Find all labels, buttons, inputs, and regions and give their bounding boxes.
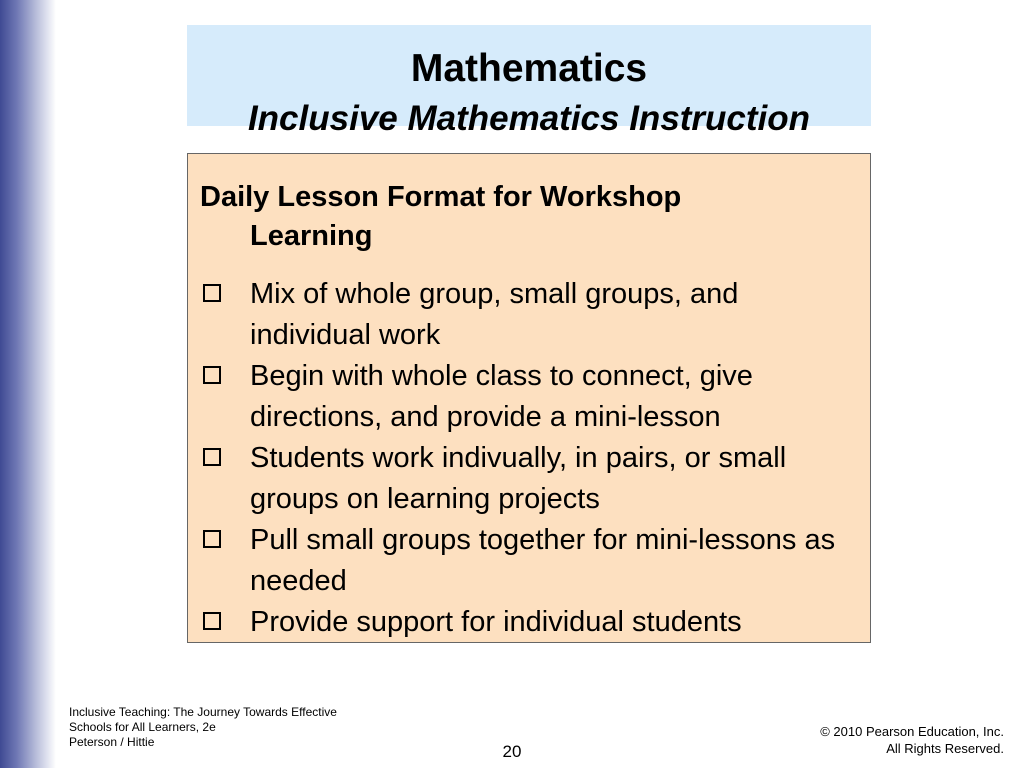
rights-text: All Rights Reserved. <box>886 741 1004 756</box>
slide-subtitle: Inclusive Mathematics Instruction <box>247 99 811 138</box>
slide-title: Mathematics <box>410 47 648 90</box>
checkbox-bullet-icon <box>203 366 221 384</box>
checkbox-bullet-icon <box>203 284 221 302</box>
bullet-text: Provide support for individual students <box>250 606 742 638</box>
page-number: 20 <box>502 742 522 761</box>
content-box <box>187 153 871 643</box>
bullet-text: Mix of whole group, small groups, and individual work <box>250 278 739 351</box>
footer-book-line-1: Inclusive Teaching: The Journey Towards Effective <box>69 705 337 719</box>
checkbox-bullet-icon <box>203 530 221 548</box>
bullet-text: Students work indivually, in pairs, or small groups on learning projects <box>250 442 787 515</box>
bullet-text: Begin with whole class to connect, give directions, and provide a mini-lesson <box>250 360 753 433</box>
content-heading <box>200 178 800 256</box>
heading-line-2: Learning <box>250 220 373 252</box>
bullet-item <box>200 356 860 438</box>
side-gradient-bar <box>0 0 56 768</box>
bullet-list <box>200 274 860 643</box>
checkbox-bullet-icon <box>203 612 221 630</box>
checkbox-bullet-icon <box>203 448 221 466</box>
footer-book-info <box>69 705 369 750</box>
bullet-item <box>200 438 860 520</box>
title-box <box>187 25 871 138</box>
bullet-item <box>200 602 860 643</box>
footer-authors: Peterson / Hittie <box>69 735 155 749</box>
bullet-text: Pull small groups together for mini-lessons as needed <box>250 524 836 597</box>
footer-book-line-2: Schools for All Learners, 2e <box>69 720 216 734</box>
heading-line-1: Daily Lesson Format for Workshop <box>200 181 682 213</box>
copyright-text: © 2010 Pearson Education, Inc. <box>820 724 1004 739</box>
bullet-item <box>200 274 860 356</box>
bullet-item <box>200 520 860 602</box>
footer-copyright <box>820 723 1004 757</box>
